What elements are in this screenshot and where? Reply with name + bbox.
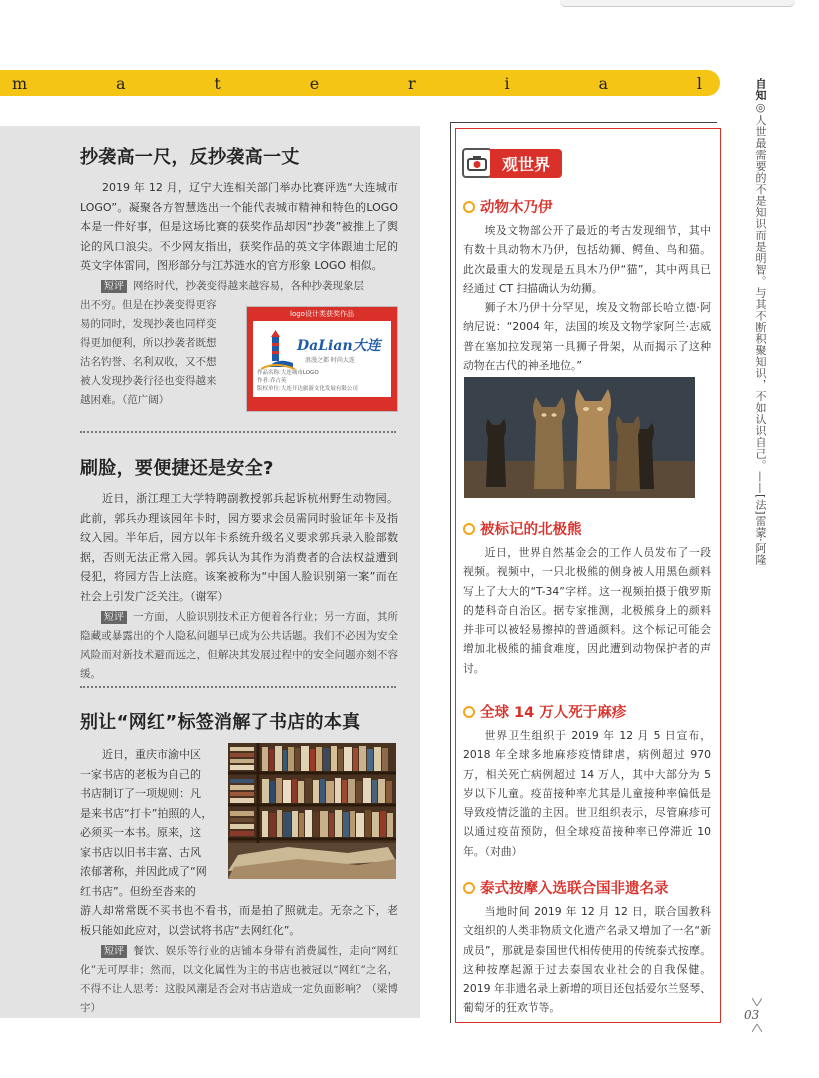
- camera-icon: [462, 148, 492, 178]
- page-number-mark-top: [752, 998, 762, 1006]
- article-title: 别让“网红”标签消解了书店的本真: [80, 712, 361, 733]
- banner-letter: e: [309, 73, 320, 93]
- article-comment: 短评 餐饮、娱乐等行业的店铺本身带有消费属性，走向“网红化”无可厚非；然而，以文化属性为主的书店也被冠以“网红”之名，不得不让人思考：这股风潮是否会对书店造成一定负面影响？（梁博宇）: [80, 945, 398, 1014]
- sidebar-quote-text: ◎人世最需要的不是知识而是明智。与其不断积聚知识，不如认识自己。——[法]雷蒙·阿隆: [754, 101, 767, 566]
- news-body: 当地时间 2019 年 12 月 12 日，联合国教科文组织的人类非物质文化遗产名录又增加了一名“新成员”，那就是泰国世代相传使用的传统泰式按摩。这种按摩起源于过去泰国农业社会的自我保健。2019 年非遗名录上新增的项目还包括爱尔兰竖琴、葡萄牙的狂欢节等。: [463, 905, 711, 1015]
- body-line: 书店制订了一项规则：凡: [80, 787, 201, 800]
- banner-letter: a: [116, 73, 126, 93]
- dalian-logo-image: [246, 306, 398, 412]
- article-comment-lead: 短评 网络时代，抄袭变得越来越容易，各种抄袭现象层: [80, 277, 398, 296]
- sidebar-quote: [752, 78, 768, 565]
- comment-line: 得更加便利，所以抄袭者既想: [80, 336, 217, 349]
- news-body: 埃及文物部公开了最近的考古发现细节，其中有数十具动物木乃伊，包括幼狮、鳄鱼、鸟和猫。此次最重大的发现是五具木乃伊“猫”，其中两具已经通过 CT 扫描确认为幼狮。: [463, 224, 711, 295]
- article-body: 近日，浙江理工大学特聘副教授郭兵起诉杭州野生动物园。此前，郭兵办理该园年卡时，园方要求会员需同时验证年卡及指纹入园。半年后，园方以年卡系统升级名义要求郭兵录入脸部数据，否则无法正常入园。郭兵认为其作为消费者的合法权益遭到侵犯，将园方告上法庭。该案被称为“中国人脸识别第一案”而在社会上引发广泛关注。（谢军）: [80, 492, 398, 603]
- news-thai-massage: [463, 877, 711, 1018]
- banner-letter: l: [696, 73, 702, 93]
- article-body: 游人却常常既不买书也不看书，而是拍了照就走。无奈之下，老板只能如此应对，以尝试将书店“去网红化”。: [80, 904, 398, 937]
- section-title: 观世界: [490, 149, 562, 178]
- logo-credit-line: 版权单位:大连开达旅游文化发展有限公司: [257, 386, 358, 392]
- material-banner: [0, 70, 720, 96]
- news-title: 泰式按摩入选联合国非遗名录: [463, 877, 711, 898]
- cat-statues-illustration: [464, 377, 695, 498]
- sidebar-quote-lead: 自知: [754, 78, 767, 101]
- logo-tagline: 浪漫之都 时尚大连: [305, 357, 355, 364]
- article-comment-wrap: [80, 296, 242, 410]
- comment-badge: 短评: [101, 945, 127, 958]
- bullet-icon: [463, 201, 475, 213]
- news-title: 动物木乃伊: [463, 196, 711, 217]
- lighthouse-icon: [257, 327, 297, 371]
- article-divider: [80, 686, 396, 688]
- news-title: 被标记的北极熊: [463, 518, 711, 539]
- logo-credits: [257, 369, 358, 393]
- cat-mummies-photo: [464, 377, 695, 498]
- logo-credit-line: 作者:乔占英: [257, 378, 287, 384]
- news-animal-mummy: [463, 196, 711, 375]
- body-line: 近日，重庆市渝中区: [102, 748, 201, 761]
- article-body-narrow: [80, 745, 220, 901]
- page-number: 03: [744, 1008, 760, 1022]
- banner-letter: m: [12, 73, 28, 93]
- article-title: 刷脸，要便捷还是安全?: [80, 458, 274, 479]
- comment-line: 易的同时，发现抄袭也同样变: [80, 317, 217, 330]
- banner-letter: a: [598, 73, 609, 93]
- banner-letter: i: [504, 73, 510, 93]
- comment-line: 出不穷。但是在抄袭变得更容: [80, 298, 217, 311]
- news-title: 全球 14 万人死于麻疹: [463, 701, 711, 722]
- body-line: 红书店”。但纷至沓来的: [80, 884, 196, 898]
- news-body: 近日，世界自然基金会的工作人员发布了一段视频。视频中，一只北极熊的侧身被人用黑色颜料写上了大大的“T-34”字样。这一视频拍摄于俄罗斯的楚科奇自治区。据专家推测，北极熊身上的颜料并非可以被轻易擦掉的普通颜料。这个标记可能会增加北极熊的捕食难度，因此遭到动物保护者的声讨。: [463, 546, 711, 675]
- bookshelf-illustration: [228, 743, 396, 879]
- article-body: 2019 年 12 月，辽宁大连相关部门举办比赛评选“大连城市 LOGO”。凝聚各方智慧选出一个能代表城市精神和特色的LOGO本是一件好事，但是这场比赛的获奖作品却因“抄袭”被推上了舆论的风口浪尖。不少网友指出，获奖作品的英文字体跟迪士尼的英文字体雷同，图形部分与江苏涟水的官方形象 LOGO 相似。: [80, 181, 398, 272]
- section-header: [462, 148, 562, 178]
- banner-letter: t: [214, 73, 221, 93]
- body-line: 浓郁著称，并因此成了“网: [80, 865, 207, 878]
- comment-line: 沽名钓誉、名利双收，又不想: [80, 355, 217, 368]
- news-polar-bear: [463, 518, 711, 678]
- bookstore-photo: [228, 743, 396, 879]
- bullet-icon: [463, 882, 475, 894]
- body-line: 一家书店的老板为自己的: [80, 767, 201, 781]
- news-body: 世界卫生组织于 2019 年 12 月 5 日宣布，2018 年全球多地麻疹疫情肆虐，病例超过 970 万，相关死亡病例超过 14 万人，其中大部分为 5 岁以下儿童。疫苗接种率尤其是儿童接种率偏低是导致疫情泛滥的主因。世卫组织表示，尽管麻疹可以通过疫苗预防，但全球疫苗接种率已停滞近 10 年。（对曲）: [463, 729, 711, 858]
- body-line: 必须买一本书。原来，这: [80, 826, 201, 839]
- logo-credit-line: 作品名称:大连城市LOGO: [257, 370, 319, 376]
- banner-letter: r: [408, 73, 416, 93]
- article-title: 抄袭高一尺，反抄袭高一丈: [80, 147, 300, 168]
- page-number-mark-bottom: [752, 1024, 762, 1032]
- logo-card-inner: [253, 321, 391, 397]
- article-face-recognition: [80, 454, 398, 684]
- comment-badge: 短评: [101, 280, 127, 293]
- article-comment: 短评 一方面，人脸识别技术正方便着各行业；另一方面，其所隐藏或暴露出的个人隐私问题早已成为公共话题。我们不必因为安全风险而对新技术避而远之，但解决其发展过程中的安全问题亦刻不容缓。: [80, 611, 398, 680]
- body-line: 家书店以旧书丰富、古风: [80, 845, 201, 859]
- logo-card-header: logo设计类获奖作品: [290, 310, 354, 318]
- comment-line: 被人发现抄袭行径也变得越来: [80, 374, 217, 387]
- bullet-icon: [463, 706, 475, 718]
- camera-glyph: [467, 155, 487, 171]
- logo-brand-text: DaLian大连: [297, 338, 381, 354]
- news-body: 狮子木乃伊十分罕见，埃及文物部长哈立德·阿纳尼说：“2004 年，法国的埃及文物学家阿兰·志威普在塞加拉发现第一具狮子骨架，从而揭示了这种动物在古代的神圣地位。”: [463, 301, 711, 373]
- bullet-icon: [463, 523, 475, 535]
- top-page-tab: [560, 0, 795, 7]
- body-line: 是来书店“打卡”拍照的人，: [80, 806, 213, 820]
- news-measles: [463, 701, 711, 861]
- article-divider: [80, 431, 396, 433]
- comment-line: 越困难。（范广阔）: [80, 393, 170, 406]
- comment-badge: 短评: [101, 611, 127, 624]
